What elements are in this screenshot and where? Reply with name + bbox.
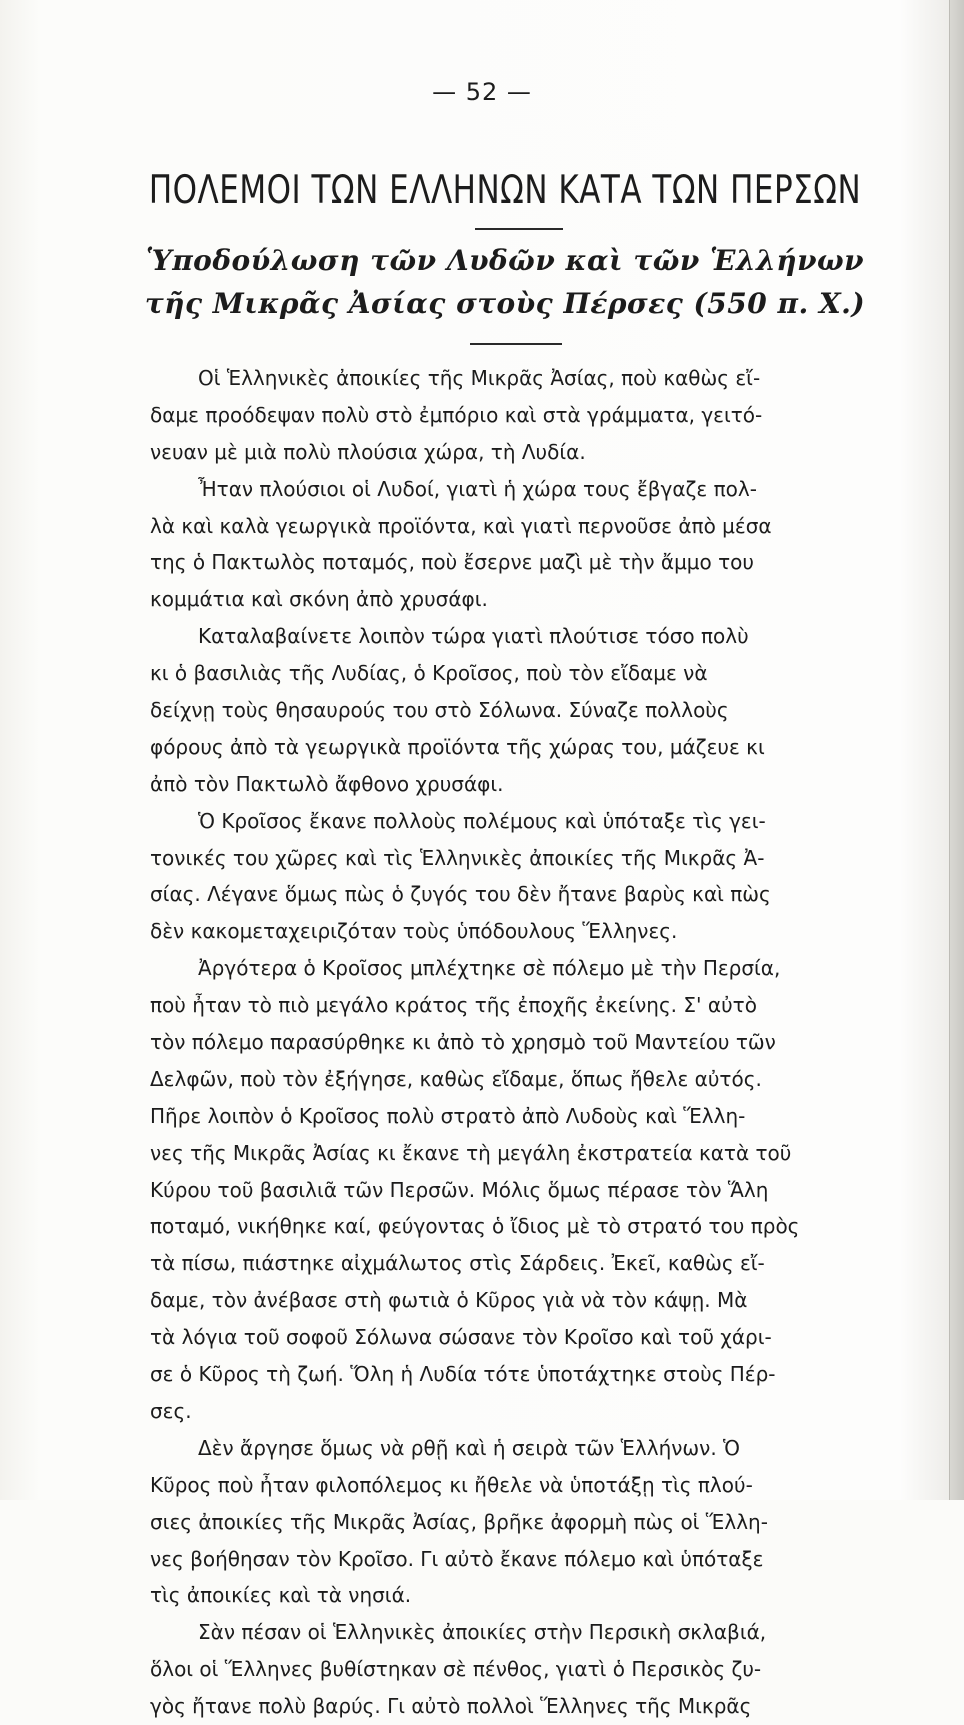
text-line: φόρους ἀπὸ τὰ γεωργικὰ προϊόντα τῆς χώρας του, μάζευε κι [150, 734, 765, 759]
text-line: δὲν κακομεταχειριζόταν τοὺς ὑπόδουλους Ἕλληνες. [150, 919, 678, 944]
text-line: νευαν μὲ μιὰ πολὺ πλούσια χώρα, τὴ Λυδία. [150, 439, 586, 464]
section-heading-line-2: τῆς Μικρᾶς Ἀσίας στοὺς Πέρσες (550 π. Χ.) [144, 287, 866, 320]
text-line: σε ὁ Κῦρος τὴ ζωή. Ὅλη ἡ Λυδία τότε ὑποτάχτηκε στοὺς Πέρ- [150, 1362, 776, 1387]
text-line: Πῆρε λοιπὸν ὁ Κροῖσος πολὺ στρατὸ ἀπὸ Λυδοὺς καὶ Ἕλλη- [150, 1103, 746, 1128]
text-line: Δὲν ἄργησε ὅμως νὰ ρθῇ καὶ ἡ σειρὰ τῶν Ἑλλήνων. Ὁ [198, 1435, 741, 1460]
text-line: τὰ πίσω, πιάστηκε αἰχμάλωτος στὶς Σάρδεις. Ἐκεῖ, καθὼς εἴ- [150, 1251, 765, 1276]
text-line: σιες ἀποικίες τῆς Μικρᾶς Ἀσίας, βρῆκε ἀφορμὴ πὼς οἱ Ἕλλη- [150, 1509, 768, 1534]
body-text [120, 360, 940, 1725]
text-line: δαμε, τὸν ἀνέβασε στὴ φωτιὰ ὁ Κῦρος γιὰ νὰ τὸν κάψῃ. Μὰ [150, 1288, 748, 1313]
text-line: τονικές του χῶρες καὶ τὶς Ἑλληνικὲς ἀποικίες τῆς Μικρᾶς Ἀ- [150, 845, 765, 870]
text-line: ἀπὸ τὸν Πακτωλὸ ἄφθονο χρυσάφι. [150, 771, 504, 796]
text-line: κι ὁ βασιλιὰς τῆς Λυδίας, ὁ Κροῖσος, ποὺ τὸν εἴδαμε νὰ [150, 661, 708, 686]
text-line: Οἱ Ἑλληνικὲς ἀποικίες τῆς Μικρᾶς Ἀσίας, ποὺ καθὼς εἴ- [198, 366, 761, 390]
text-line: Κῦρος ποὺ ἦταν φιλοπόλεμος κι ἤθελε νὰ ὑποτάξῃ τὶς πλού- [150, 1472, 753, 1497]
text-line: δείχνῃ τοὺς θησαυρούς του στὸ Σόλωνα. Σύναζε πολλοὺς [150, 698, 729, 723]
text-line: Ἀργότερα ὁ Κροῖσος μπλέχτηκε σὲ πόλεμο μὲ τὴν Περσία, [198, 956, 781, 981]
text-line: Σὰν πέσαν οἱ Ἑλληνικὲς ἀποικίες στὴν Περσικὴ σκλαβιά, [198, 1620, 767, 1645]
text-line: ὅλοι οἱ Ἕλληνες βυθίστηκαν σὲ πένθος, γιατὶ ὁ Περσικὸς ζυ- [150, 1657, 762, 1682]
text-line: τὸν πόλεμο παρασύρθηκε κι ἀπὸ τὸ χρησμὸ τοῦ Μαντείου τῶν [150, 1030, 776, 1055]
text-line: ποταμό, νικήθηκε καί, φεύγοντας ὁ ἴδιος μὲ τὸ στρατό του πρὸς [150, 1214, 800, 1239]
heading-divider [470, 343, 562, 345]
text-line: Καταλαβαίνετε λοιπὸν τώρα γιατὶ πλούτισε τόσο πολὺ [198, 624, 749, 649]
text-line: Ὁ Κροῖσος ἔκανε πολλοὺς πολέμους καὶ ὑπόταξε τὶς γει- [198, 808, 766, 833]
text-line: νες τῆς Μικρᾶς Ἀσίας κι ἔκανε τὴ μεγάλη ἐκστρατεία κατὰ τοῦ [150, 1140, 792, 1165]
text-line: Ἦταν πλούσιοι οἱ Λυδοί, γιατὶ ἡ χώρα τους ἔβγαζε πολ- [198, 476, 757, 501]
text-line: τὶς ἀποικίες καὶ τὰ νησιά. [150, 1583, 412, 1608]
page-number: — 52 — [432, 78, 532, 106]
text-line: νες βοήθησαν τὸν Κροῖσο. Γι αὐτὸ ἔκανε πόλεμο καὶ ὑπόταξε [150, 1546, 764, 1571]
text-line: σες. [150, 1398, 192, 1423]
text-line: τὰ λόγια τοῦ σοφοῦ Σόλωνα σώσανε τὸν Κροῖσο καὶ τοῦ χάρι- [150, 1325, 772, 1350]
text-line: Δελφῶν, ποὺ τὸν ἐξήγησε, καθὼς εἴδαμε, ὅπως ἤθελε αὐτός. [150, 1066, 762, 1091]
chapter-title: ΠΟΛΕΜΟΙ ΤΩΝ ΕΛΛΗΝΩΝ ΚΑΤΑ ΤΩΝ ΠΕΡΣΩΝ [148, 168, 862, 213]
text-line: κομμάτια καὶ σκόνη ἀπὸ χρυσάφι. [150, 587, 488, 612]
text-line: λὰ καὶ καλὰ γεωργικὰ προϊόντα, καὶ γιατὶ περνοῦσε ἀπὸ μέσα [150, 513, 772, 538]
text-line: γὸς ἤτανε πολὺ βαρύς. Γι αὐτὸ πολλοὶ Ἕλληνες τῆς Μικρᾶς [150, 1694, 752, 1719]
text-line: δαμε προόδεψαν πολὺ στὸ ἐμπόριο καὶ στὰ γράμματα, γειτό- [150, 402, 763, 427]
text-line: Κύρου τοῦ βασιλιᾶ τῶν Περσῶν. Μόλις ὅμως πέρασε τὸν Ἅλη [150, 1177, 769, 1202]
text-line: σίας. Λέγανε ὅμως πὼς ὁ ζυγός του δὲν ἤτανε βαρὺς καὶ πὼς [150, 882, 771, 907]
text-line: της ὁ Πακτωλὸς ποταμός, ποὺ ἔσερνε μαζὶ μὲ τὴν ἄμμο του [150, 550, 754, 575]
text-line: ποὺ ἦταν τὸ πιὸ μεγάλο κράτος τῆς ἐποχῆς ἐκείνης. Σ' αὐτὸ [150, 993, 757, 1018]
section-heading-line-1: Ὑποδούλωση τῶν Λυδῶν καὶ τῶν Ἑλλήνων [145, 244, 865, 277]
book-spine-edge [949, 0, 964, 1500]
title-divider [475, 228, 563, 230]
